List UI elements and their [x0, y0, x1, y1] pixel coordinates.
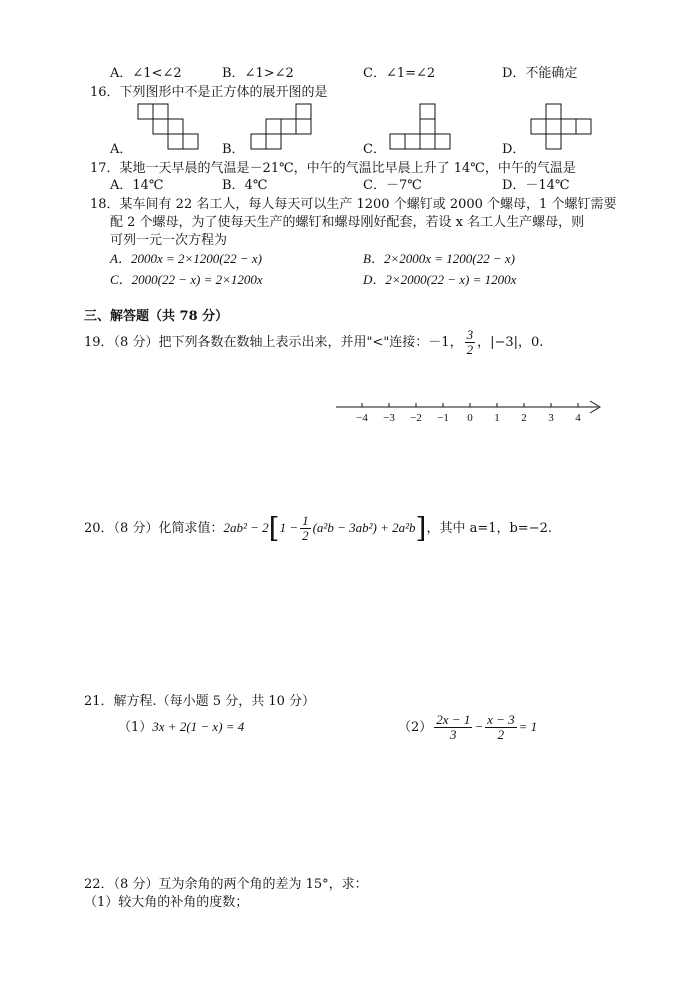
q15-option-c: C．∠1=∠2	[363, 66, 436, 81]
q17-option-d: D．－14℃	[502, 178, 570, 193]
q16-label-b: B．	[222, 142, 245, 157]
number-line-tick-label: −2	[410, 412, 422, 424]
q21-stem: 21．解方程.（每小题 5 分，共 10 分）	[84, 694, 316, 709]
number-line-tick-label: 3	[548, 412, 554, 424]
q20-prefix: 20．（8 分）化简求值：	[84, 521, 224, 536]
q20-inner-1: 1 −	[279, 520, 299, 535]
q21-part2: （2） $\frac{2x - 1}{3}$ − $\frac{x - 3}{2}$ = 1	[398, 712, 538, 742]
q20-expr-a: 2ab² − 2	[223, 520, 269, 535]
q20-left-bracket: [	[268, 511, 280, 545]
q21-fraction-1: $\frac{2x - 1}{3}$	[436, 712, 471, 742]
q21-part1: （1）3x + 2(1 − x) = 4	[118, 719, 245, 735]
q20-right-bracket: ]	[415, 511, 427, 545]
number-line-tick-label: −1	[437, 412, 449, 424]
number-line-tick-label: −4	[356, 412, 368, 424]
section-3-heading: 三、解答题（共 78 分）	[84, 309, 229, 324]
q18-line3: 可列一元一次方程为	[110, 233, 228, 248]
q17-option-a: A．14℃	[110, 178, 164, 193]
q21-fraction-2: $\frac{x - 3}{2}$	[487, 712, 515, 742]
q18-line2: 配 2 个螺母，为了使每天生产的螺钉和螺母刚好配套，若设 x 名工人生产螺母，则	[110, 215, 585, 230]
q16-label-c: C．	[363, 142, 386, 157]
q17-stem: 17．某地一天早晨的气温是－21℃，中午的气温比早晨上升了 14℃，中午的气温是	[90, 161, 576, 176]
net-b-figure	[251, 104, 311, 149]
q20-inner-2: (a²b − 3ab²) + 2a²b	[312, 520, 416, 535]
q22-part1: （1）较大角的补角的度数；	[84, 895, 249, 910]
q16-stem: 16．下列图形中不是正方体的展开图的是	[90, 85, 328, 100]
q20-fraction: $\frac{1}{2}$	[302, 513, 309, 543]
q17-option-b: B．4℃	[222, 178, 268, 193]
q21-equation-1: 3x + 2(1 − x) = 4	[152, 719, 245, 734]
q19-fraction: $\frac{3}{2}$	[466, 327, 474, 357]
number-line-tick-label: 4	[575, 412, 581, 424]
q19-stem: 19．（8 分）把下列各数在数轴上表示出来，并用"<"连接：－1，	[84, 335, 463, 350]
q15-option-a: A．∠1<∠2	[110, 66, 182, 81]
number-line-tick-label: 2	[521, 412, 527, 424]
q19-tail: ，|−3|，0.	[477, 335, 544, 350]
number-line	[330, 395, 610, 425]
q17-option-c: C．－7℃	[363, 178, 422, 193]
net-c-figure	[390, 104, 450, 149]
q18-line1: 18．某车间有 22 名工人，每人每天可以生产 1200 个螺钉或 2000 个螺母，1 个螺钉需要	[90, 197, 617, 212]
q19-stem-line	[84, 328, 543, 358]
q22-stem: 22．（8 分）互为余角的两个角的差为 15°，求：	[84, 877, 368, 892]
number-line-tick-label: 1	[494, 412, 500, 424]
net-a-figure	[138, 104, 198, 149]
net-d-figure	[531, 104, 591, 149]
q18-option-d: D．2×2000(22 − x) = 1200x	[363, 272, 517, 287]
q16-label-d: D．	[502, 142, 526, 157]
q18-option-c: C．2000(22 − x) = 2×1200x	[110, 272, 263, 287]
q15-option-b: B．∠1>∠2	[222, 66, 294, 81]
q16-label-a: A．	[110, 142, 133, 157]
q15-option-d: D．不能确定	[502, 66, 578, 81]
number-line-tick-label: 0	[467, 412, 473, 424]
q18-option-b: B．2×2000x = 1200(22 − x)	[363, 251, 515, 266]
q18-option-a: A．2000x = 2×1200(22 − x)	[110, 251, 262, 266]
number-line-tick-label: −3	[383, 412, 395, 424]
q20-line	[84, 510, 552, 547]
q20-tail: ，其中 a=1，b=−2.	[426, 521, 552, 536]
q16-net-figures	[0, 0, 696, 170]
